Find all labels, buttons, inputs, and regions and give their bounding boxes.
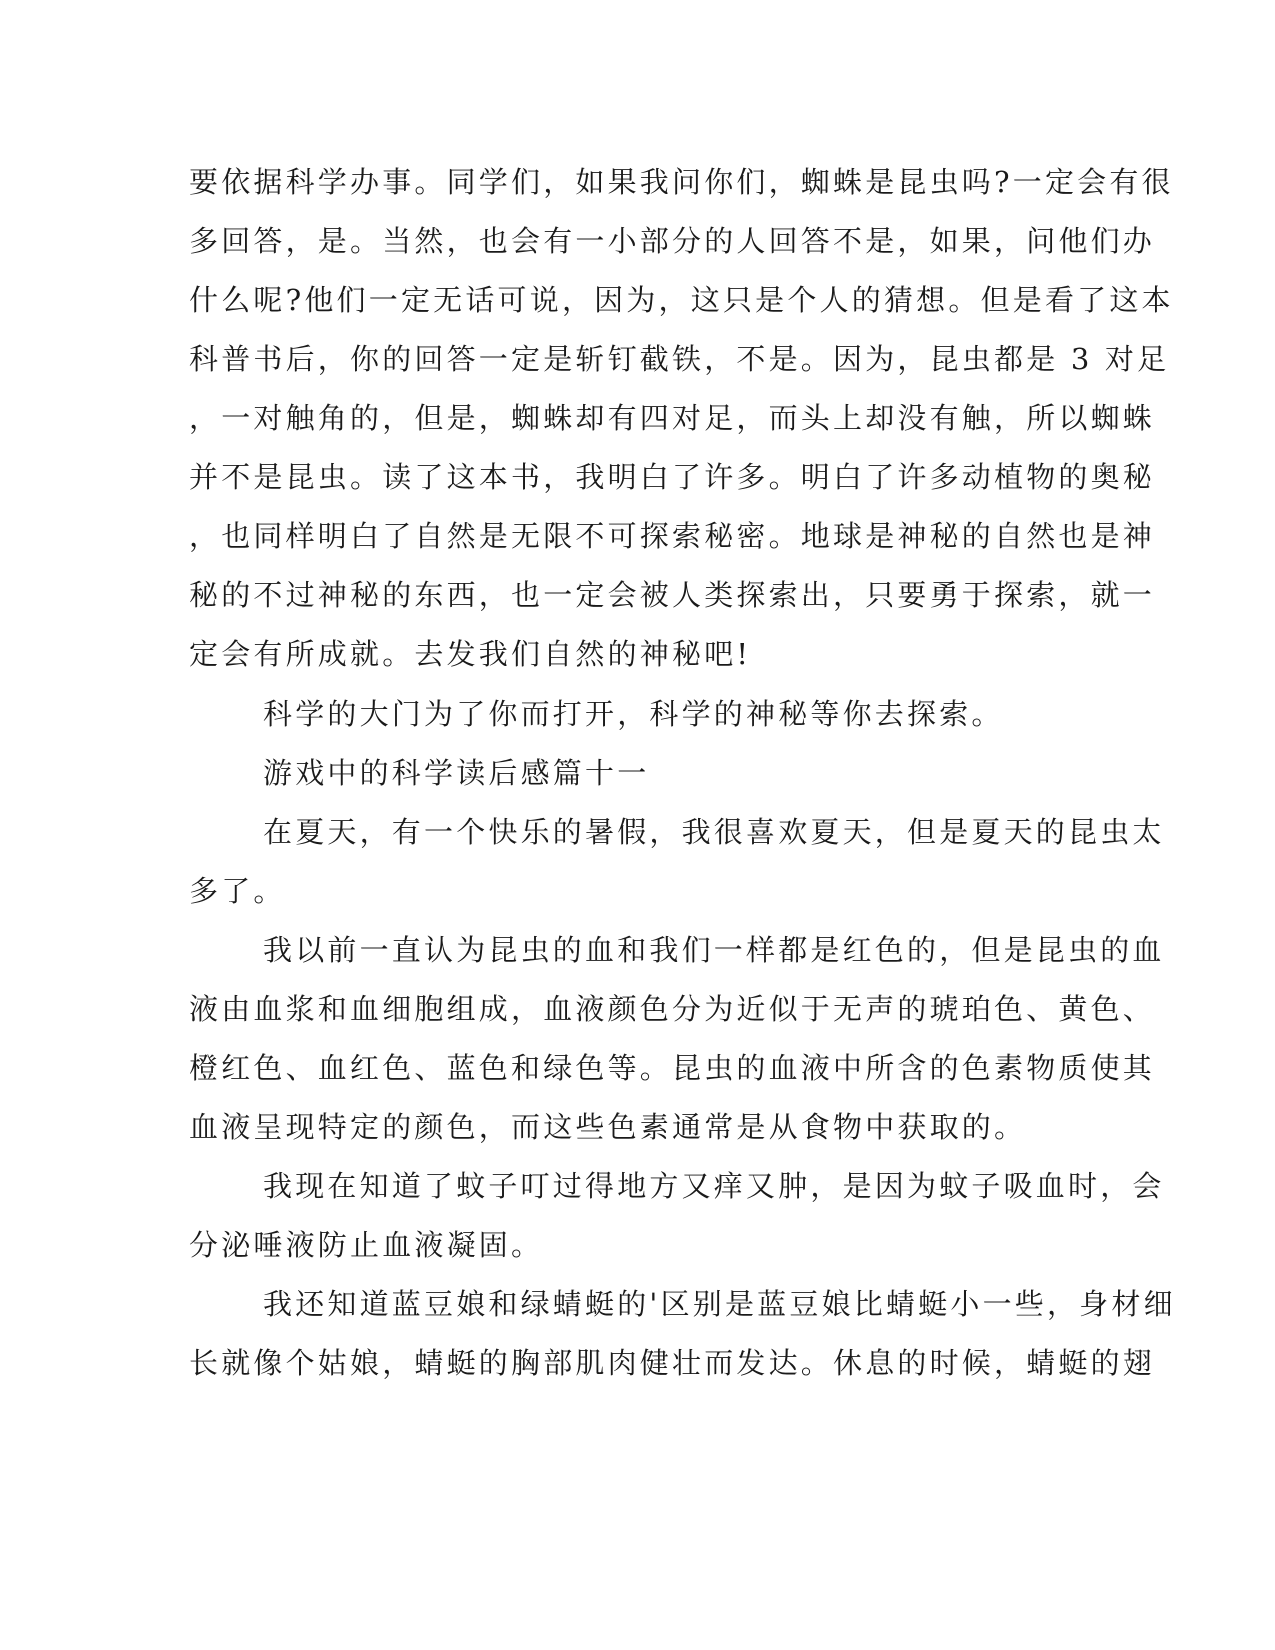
paragraph-line: 我现在知道了蚊子叮过得地方又痒又肿，是因为蚊子吸血时，会 (263, 1169, 1165, 1203)
text-line: 并不是昆虫。读了这本书，我明白了许多。明白了许多动植物的奥秘 (189, 460, 1156, 494)
text-line: 血液呈现特定的颜色，而这些色素通常是从食物中获取的。 (189, 1110, 1027, 1144)
text-line: 分泌唾液防止血液凝固。 (189, 1228, 544, 1262)
text-line: 橙红色、血红色、蓝色和绿色等。昆虫的血液中所含的色素物质使其 (189, 1051, 1156, 1085)
paragraph-line: 科学的大门为了你而打开，科学的神秘等你去探索。 (263, 697, 1004, 731)
text-line: 要依据科学办事。同学们，如果我问你们，蜘蛛是昆虫吗?一定会有很 (189, 165, 1174, 199)
text-line: 科普书后，你的回答一定是斩钉截铁，不是。因为，昆虫都是 3 对足 (189, 342, 1170, 376)
text-line: ，也同样明白了自然是无限不可探索秘密。地球是神秘的自然也是神 (189, 519, 1156, 553)
paragraph-line: 我以前一直认为昆虫的血和我们一样都是红色的，但是昆虫的血 (263, 933, 1165, 967)
paragraph-line: 在夏天，有一个快乐的暑假，我很喜欢夏天，但是夏天的昆虫太 (263, 815, 1165, 849)
text-line: ，一对触角的，但是，蜘蛛却有四对足，而头上却没有触，所以蜘蛛 (189, 401, 1156, 435)
text-line: 多了。 (189, 874, 286, 908)
section-heading: 游戏中的科学读后感篇十一 (263, 756, 650, 790)
text-line: 定会有所成就。去发我们自然的神秘吧! (189, 637, 752, 671)
text-line: 液由血浆和血细胞组成，血液颜色分为近似于无声的琥珀色、黄色、 (189, 992, 1156, 1026)
text-line: 秘的不过神秘的东西，也一定会被人类探索出，只要勇于探索，就一 (189, 578, 1156, 612)
paragraph-line: 我还知道蓝豆娘和绿蜻蜓的'区别是蓝豆娘比蜻蜓小一些，身材细 (263, 1287, 1176, 1321)
text-line: 长就像个姑娘，蜻蜓的胸部肌肉健壮而发达。休息的时候，蜻蜓的翅 (189, 1346, 1156, 1380)
text-line: 什么呢?他们一定无话可说，因为，这只是个人的猜想。但是看了这本 (189, 283, 1174, 317)
text-line: 多回答，是。当然，也会有一小部分的人回答不是，如果，问他们办 (189, 224, 1156, 258)
